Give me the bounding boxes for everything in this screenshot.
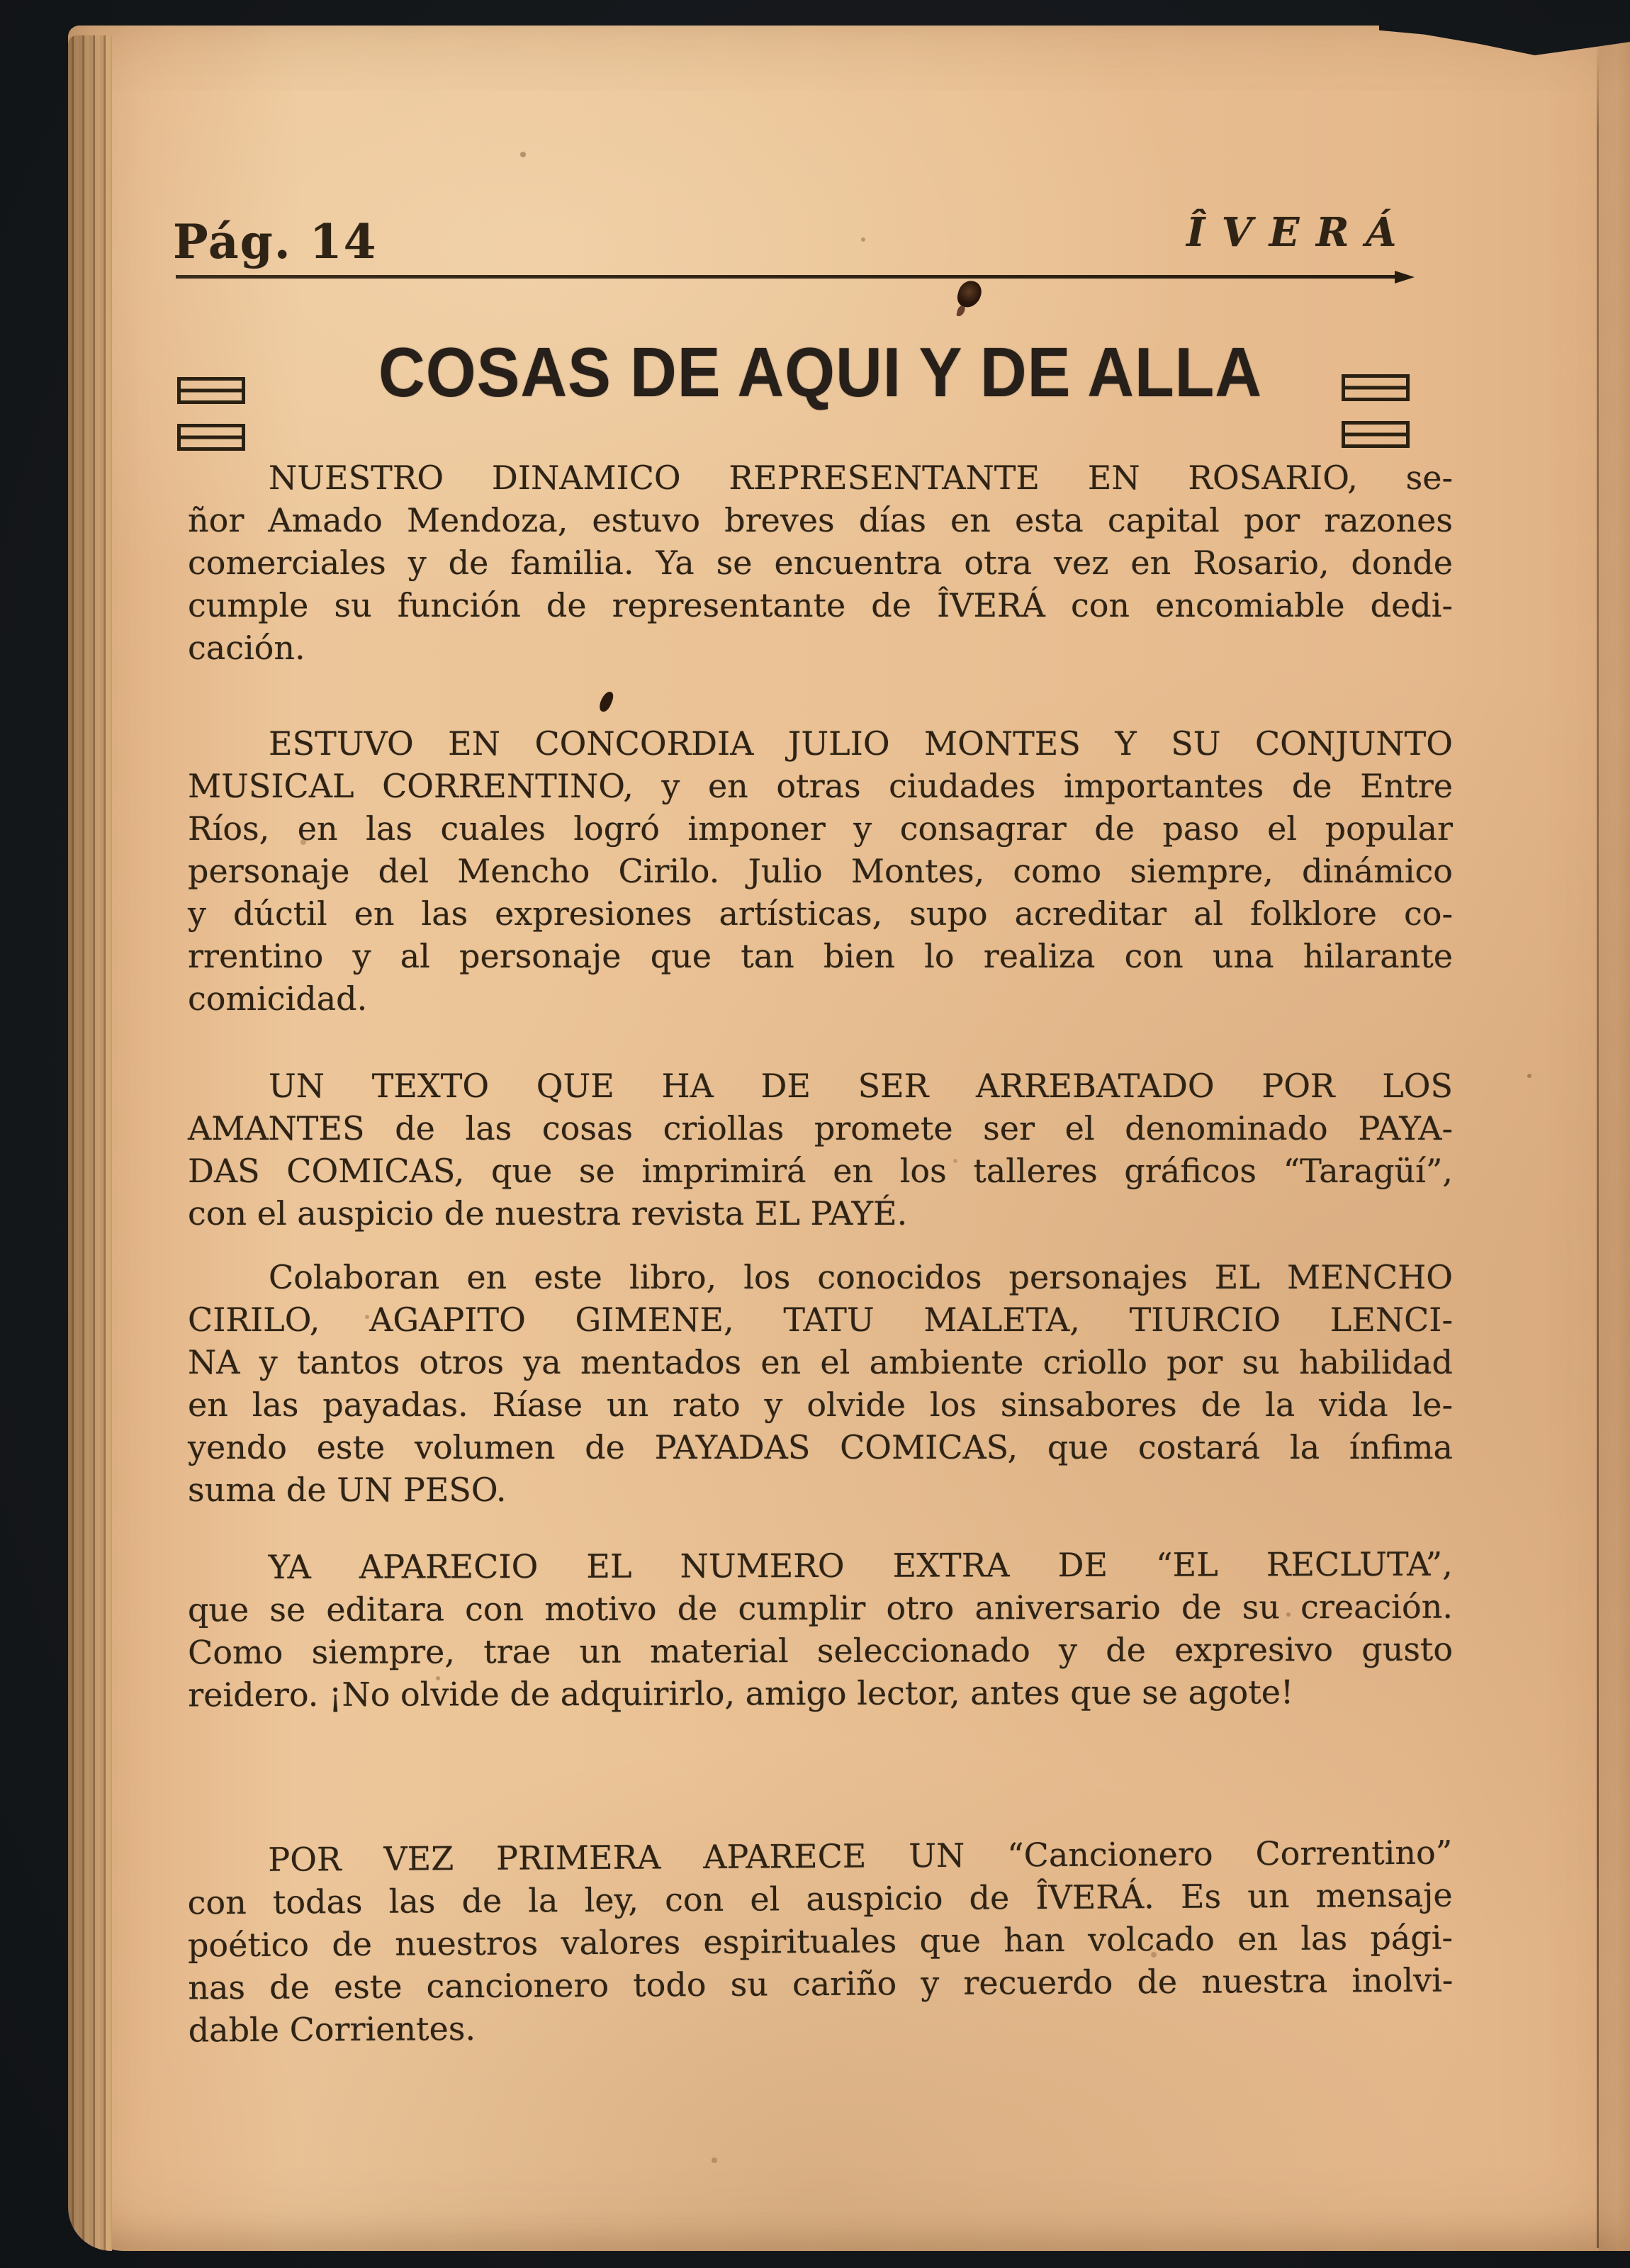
text-line: rrentino y al personaje que tan bien lo realiza con una hilarante	[188, 937, 1453, 975]
ornament-bar	[177, 424, 245, 451]
text-line: MUSICAL CORRENTINO, y en otras ciudades importantes de Entre	[188, 767, 1453, 805]
header-rule-divider	[176, 275, 1396, 279]
text-line: con todas las de la ley, con el auspicio de ÎVERÁ. Es un mensaje	[187, 1875, 1453, 1922]
text-line: nas de este cancionero todo su cariño y recuerdo de nuestra inolvi-	[188, 1960, 1454, 2007]
body-paragraph	[187, 1831, 1454, 2052]
paper-specks	[68, 26, 71, 28]
text-line: ñor Amado Mendoza, estuvo breves días en esta capital por razones	[188, 501, 1453, 539]
text-line: suma de UN PESO.	[188, 1471, 507, 1509]
section-title: COSAS DE AQUI Y DE ALLA	[378, 333, 1262, 411]
ink-spot	[955, 279, 984, 310]
page-edge-stack	[68, 35, 112, 2251]
text-line: Como siempre, trae un material seleccionado y de expresivo gusto	[188, 1629, 1454, 1672]
text-line: con el auspicio de nuestra revista EL PAYÉ.	[188, 1194, 908, 1233]
text-line: NUESTRO DINAMICO REPRESENTANTE EN ROSARIO, se-	[269, 459, 1453, 497]
text-line: Colaboran en este libro, los conocidos personajes EL MENCHO	[269, 1258, 1453, 1296]
text-line: reidero. ¡No olvide de adquirirlo, amigo lector, antes que se agote!	[188, 1673, 1294, 1714]
text-line: comicidad.	[188, 979, 368, 1018]
double-bar-ornament-icon	[1342, 374, 1410, 448]
text-line: CIRILO, AGAPITO GIMENE, TATU MALETA, TIURCIO LENCI-	[188, 1301, 1453, 1339]
text-line: DAS COMICAS, que se imprimirá en los talleres gráficos “Taragüí”,	[188, 1152, 1453, 1190]
text-line: personaje del Mencho Cirilo. Julio Montes, como siempre, dinámico	[188, 852, 1453, 890]
ornament-bar	[1342, 421, 1410, 448]
text-line: y dúctil en las expresiones artísticas, supo acreditar al folklore co-	[188, 894, 1453, 933]
text-line: poético de nuestros valores espirituales que han volcado en las pági-	[187, 1918, 1454, 1965]
body-paragraph	[188, 456, 1453, 669]
body-paragraph	[188, 1543, 1454, 1717]
text-line: cación.	[188, 629, 305, 667]
text-line: AMANTES de las cosas criollas promete ser el denominado PAYA-	[188, 1109, 1453, 1147]
vertical-crease	[1597, 47, 1599, 2248]
text-line: comerciales y de familia. Ya se encuentra otra vez en Rosario, donde	[188, 544, 1453, 582]
text-line: cumple su función de representante de ÎVERÁ con encomiable dedi-	[188, 586, 1453, 624]
body-paragraph	[188, 1065, 1453, 1235]
torn-top-edge	[1379, 26, 1630, 55]
body-paragraph	[188, 722, 1453, 1020]
text-line: yendo este volumen de PAYADAS COMICAS, que costará la ínfima	[188, 1428, 1453, 1466]
text-line: que se editara con motivo de cumplir otro aniversario de su creación.	[187, 1587, 1453, 1629]
text-line: UN TEXTO QUE HA DE SER ARREBATADO POR LOS	[269, 1067, 1453, 1105]
text-line: NA y tantos otros ya mentados en el ambiente criollo por su habilidad	[188, 1343, 1453, 1381]
ornament-bar	[1342, 374, 1410, 401]
text-line: dable Corrientes.	[188, 2009, 476, 2050]
page-number-label: Pág. 14	[173, 214, 378, 269]
text-line: Ríos, en las cuales logró imponer y consagrar de paso el popular	[188, 809, 1453, 848]
scanned-page	[68, 26, 1630, 2251]
text-line: POR VEZ PRIMERA APARECE UN “Cancionero Correntino”	[268, 1833, 1453, 1879]
masthead-title: ÎVERÁ	[1186, 209, 1413, 256]
crease-shadow	[1599, 44, 1630, 2251]
text-line: en las payadas. Ríase un rato y olvide los sinsabores de la vida le-	[188, 1386, 1453, 1424]
article-body	[188, 456, 1453, 2048]
body-paragraph	[188, 1256, 1453, 1511]
text-line: ESTUVO EN CONCORDIA JULIO MONTES Y SU CONJUNTO	[269, 724, 1453, 763]
text-line: YA APARECIO EL NUMERO EXTRA DE “EL RECLUTA”,	[268, 1544, 1453, 1587]
